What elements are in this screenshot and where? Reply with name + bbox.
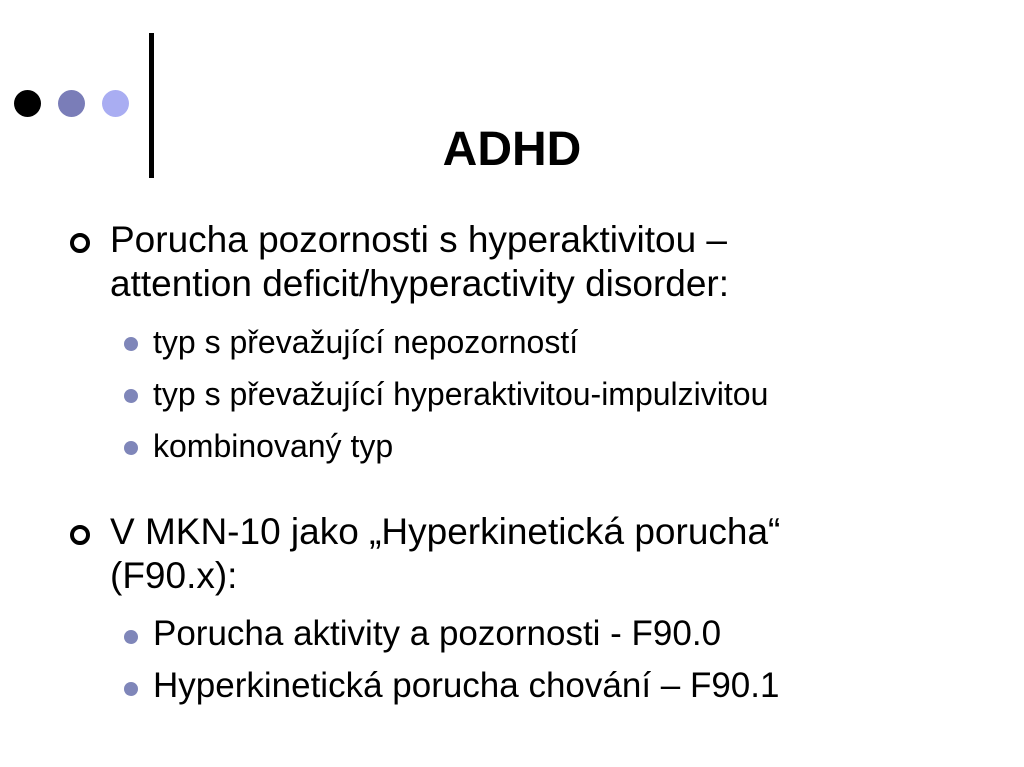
decorative-dots xyxy=(14,90,134,120)
dot-medium xyxy=(58,90,85,117)
sub-item-text: kombinovaný typ xyxy=(153,428,394,464)
sub-item xyxy=(124,420,1010,472)
sub-item xyxy=(124,608,1010,660)
sub-bullet-icon xyxy=(124,441,138,455)
dot-dark xyxy=(14,90,41,117)
sub-item xyxy=(124,660,1010,712)
slide-content xyxy=(70,218,1010,712)
ring-bullet-icon xyxy=(70,525,90,545)
bullet-item xyxy=(70,510,1010,598)
slide-title xyxy=(0,122,1024,177)
bullet-line-1: Porucha pozornosti s hyperaktivitou – xyxy=(110,219,728,260)
bullet-group-1 xyxy=(70,218,1010,472)
sub-item-text: Hyperkinetická porucha chování – F90.1 xyxy=(153,666,780,705)
bullet-item xyxy=(70,218,1010,306)
slide-title-text: ADHD xyxy=(442,123,582,176)
bullet-line-2: (F90.x): xyxy=(110,555,238,596)
sub-list xyxy=(70,316,1010,472)
sub-bullet-icon xyxy=(124,682,138,696)
sub-bullet-icon xyxy=(124,389,138,403)
sub-item xyxy=(124,316,1010,368)
sub-list xyxy=(70,608,1010,712)
dot-light xyxy=(102,90,129,117)
sub-item xyxy=(124,368,1010,420)
sub-item-text: Porucha aktivity a pozornosti - F90.0 xyxy=(153,614,722,653)
sub-bullet-icon xyxy=(124,630,138,644)
sub-item-text: typ s převažující hyperaktivitou-impulzivitou xyxy=(153,376,769,412)
bullet-line-1: V MKN-10 jako „Hyperkinetická porucha“ xyxy=(110,511,781,552)
bullet-line-2: attention deficit/hyperactivity disorder: xyxy=(110,263,730,304)
sub-bullet-icon xyxy=(124,337,138,351)
sub-item-text: typ s převažující nepozorností xyxy=(153,324,579,360)
bullet-group-2 xyxy=(70,510,1010,712)
ring-bullet-icon xyxy=(70,233,90,253)
